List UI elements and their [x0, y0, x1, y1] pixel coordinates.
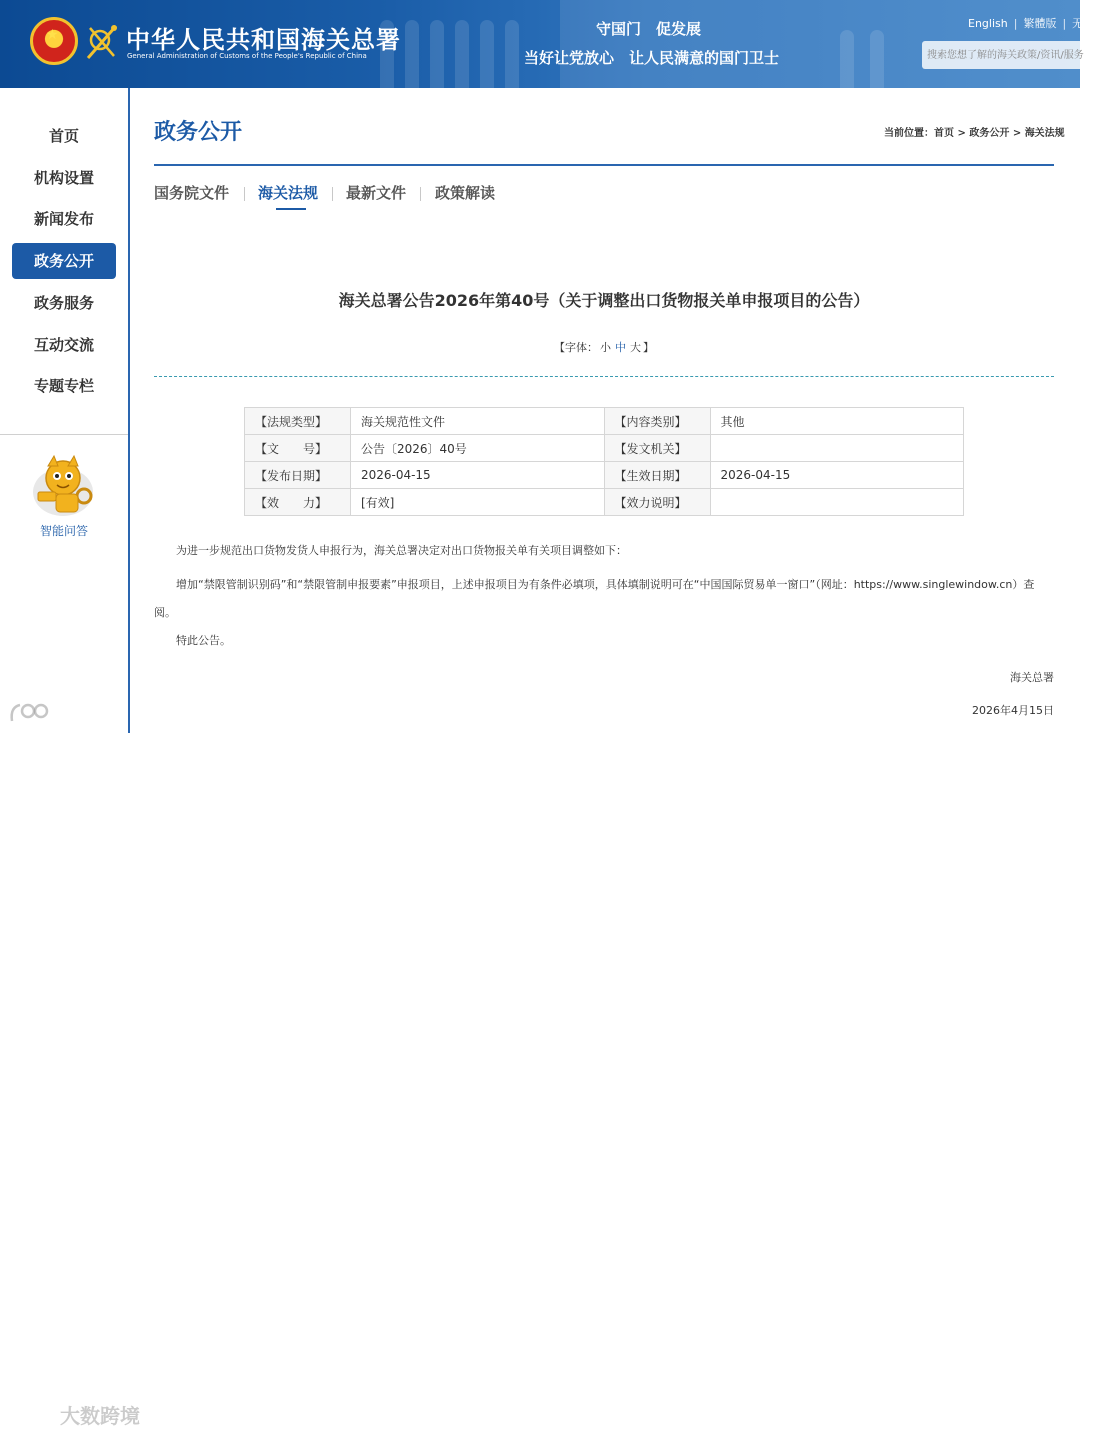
- validity-value: [有效]: [350, 489, 604, 516]
- slogan-line-1: 守国门 促发展: [596, 20, 702, 38]
- font-size-large-button[interactable]: 大: [630, 341, 641, 354]
- accessibility-link[interactable]: 无障碍: [1072, 17, 1105, 30]
- breadcrumb-home[interactable]: 首页: [934, 128, 954, 139]
- signature: 海关总署: [1010, 671, 1054, 684]
- tab-state-council-documents[interactable]: 国务院文件: [154, 184, 230, 202]
- watermark-text: 大数跨境: [60, 1404, 140, 1428]
- font-size-control: [154, 339, 1054, 355]
- sidebar: [0, 88, 130, 733]
- content-category-value: 其他: [710, 408, 964, 435]
- tab-policy-interpretation[interactable]: 政策解读: [435, 184, 496, 202]
- sidebar-item-interaction[interactable]: 互动交流: [33, 336, 94, 354]
- validity-label: 【效 力】: [245, 489, 351, 516]
- validity-note-value: [710, 489, 964, 516]
- english-link[interactable]: English: [968, 17, 1008, 30]
- tab-customs-regulations-label: 海关法规: [258, 184, 319, 202]
- header-column-decor: [455, 20, 469, 88]
- font-size-small-button[interactable]: 小: [600, 341, 611, 354]
- tab-customs-regulations[interactable]: [258, 182, 318, 203]
- header-column-decor: [505, 20, 519, 88]
- section-title: 政务公开: [154, 119, 243, 145]
- sidebar-item-services[interactable]: 政务服务: [33, 294, 94, 312]
- breadcrumb-separator: >: [1009, 128, 1025, 139]
- sidebar-item-home[interactable]: 首页: [48, 127, 79, 145]
- traditional-chinese-link[interactable]: 繁體版: [1023, 17, 1057, 30]
- breadcrumb-separator: >: [954, 128, 970, 139]
- search-input[interactable]: [922, 41, 1092, 69]
- header-column-decor: [430, 20, 444, 88]
- table-row: [245, 408, 964, 435]
- tab-latest-documents[interactable]: 最新文件: [346, 184, 407, 202]
- sidebar-horizontal-divider: [0, 434, 128, 435]
- effective-date-value: 2026-04-15: [710, 462, 964, 489]
- body-paragraph: 特此公告。: [176, 634, 231, 647]
- validity-note-label: 【效力说明】: [604, 489, 710, 516]
- issuing-authority-value: [710, 435, 964, 462]
- regulation-type-value: 海关规范性文件: [350, 408, 604, 435]
- national-emblem-icon[interactable]: [30, 17, 78, 65]
- title-underline: [154, 164, 1054, 166]
- signature-date: 2026年4月15日: [972, 704, 1054, 717]
- font-size-medium-button[interactable]: 中: [615, 341, 626, 354]
- effective-date-label: 【生效日期】: [604, 462, 710, 489]
- sidebar-item-government-affairs[interactable]: 政务公开: [12, 243, 116, 279]
- site-header: [0, 0, 1105, 88]
- language-links: [968, 15, 1105, 31]
- metadata-table: [244, 407, 964, 516]
- tab-separator: [332, 187, 333, 201]
- sidebar-divider-line: [128, 88, 130, 733]
- font-size-prefix: 【字体：: [554, 341, 598, 354]
- issuing-authority-label: 【发文机关】: [604, 435, 710, 462]
- table-row: [245, 489, 964, 516]
- breadcrumb-prefix: 当前位置：: [884, 128, 934, 139]
- breadcrumb: [884, 124, 1065, 139]
- separator: |: [1013, 17, 1018, 30]
- tab-separator: [244, 187, 245, 201]
- tab-separator: [420, 187, 421, 201]
- site-title-english: General Administration of Customs of the People's Republic of China: [127, 52, 367, 60]
- table-row: [245, 435, 964, 462]
- document-number-value: 公告〔2026〕40号: [350, 435, 604, 462]
- body-paragraph: 增加“禁限管制识别码”和“禁限管制申报要素”申报项目，上述申报项目为有条件必填项，具体填制说明可在“中国国际贸易单一窗口”（网址：https://www.singlewindow.cn）查阅。: [154, 578, 1035, 619]
- assistant-mascot-icon[interactable]: [30, 452, 96, 518]
- slogan-line-2: 当好让党放心 让人民满意的国门卫士: [524, 49, 780, 67]
- publish-date-value: 2026-04-15: [350, 462, 604, 489]
- sidebar-item-topics[interactable]: 专题专栏: [33, 377, 94, 395]
- separator: |: [1062, 17, 1067, 30]
- breadcrumb-customs-regulations[interactable]: 海关法规: [1024, 128, 1065, 139]
- active-tab-indicator: [276, 208, 306, 210]
- header-column-decor: [870, 30, 884, 98]
- smart-qa-link[interactable]: 智能问答: [39, 524, 88, 538]
- document-number-label: 【文 号】: [245, 435, 351, 462]
- header-column-decor: [480, 20, 494, 88]
- customs-logo-icon[interactable]: [84, 22, 120, 62]
- sidebar-item-news[interactable]: 新闻发布: [33, 210, 94, 228]
- dashed-divider: [154, 376, 1054, 377]
- site-title[interactable]: 中华人民共和国海关总署: [126, 25, 401, 54]
- header-column-decor: [405, 20, 419, 88]
- header-column-decor: [840, 30, 854, 98]
- regulation-type-label: 【法规类型】: [245, 408, 351, 435]
- font-size-suffix: 】: [643, 341, 654, 354]
- breadcrumb-government-affairs[interactable]: 政务公开: [969, 128, 1010, 139]
- body-paragraph: 为进一步规范出口货物发货人申报行为，海关总署决定对出口货物报关单有关项目调整如下：: [176, 544, 627, 557]
- table-row: [245, 462, 964, 489]
- sidebar-item-organization[interactable]: 机构设置: [33, 169, 94, 187]
- article-title: 海关总署公告2026年第40号（关于调整出口货物报关单申报项目的公告）: [338, 291, 870, 310]
- watermark-logo-icon: [8, 701, 50, 725]
- star-icon: ★: [46, 27, 59, 43]
- content-category-label: 【内容类别】: [604, 408, 710, 435]
- publish-date-label: 【发布日期】: [245, 462, 351, 489]
